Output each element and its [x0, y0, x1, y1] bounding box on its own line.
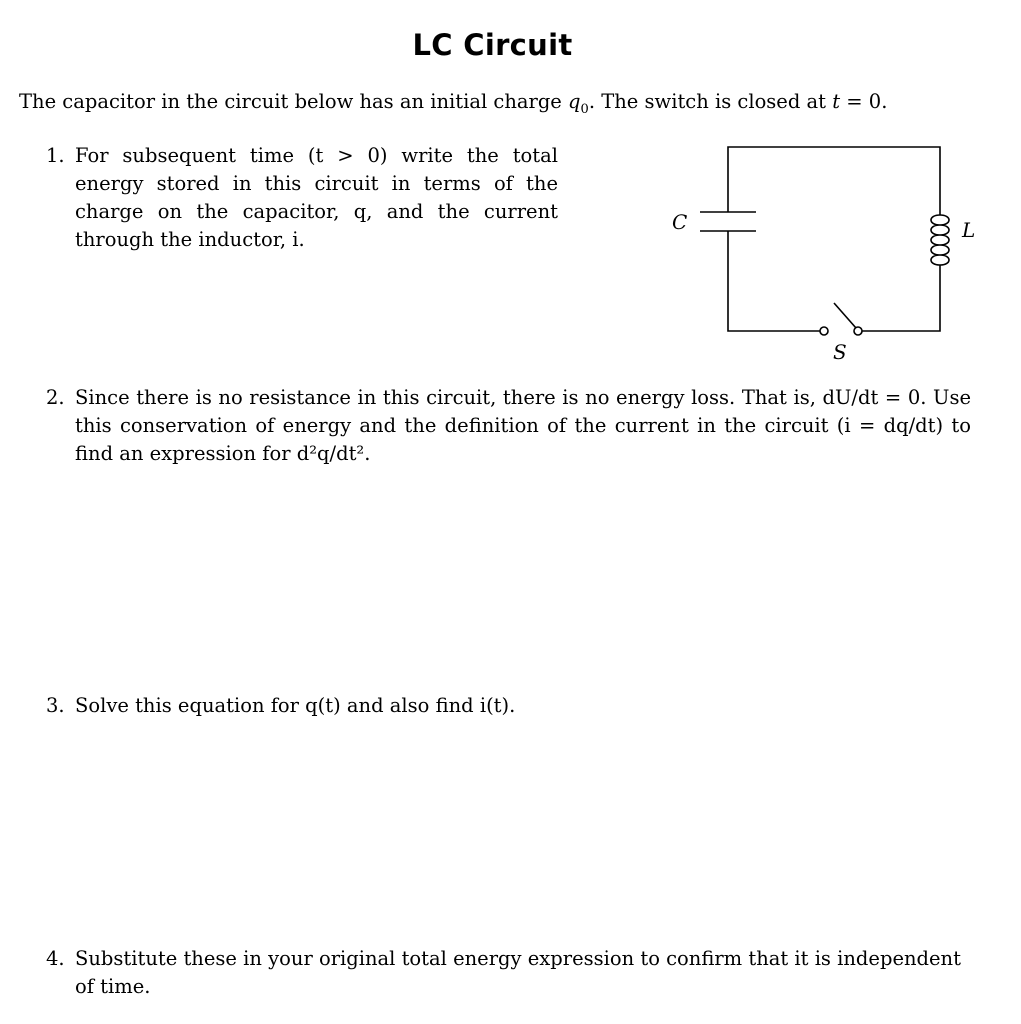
capacitor-label: C: [672, 210, 688, 234]
circuit-svg: [660, 135, 960, 375]
inductor-label: L: [962, 218, 976, 242]
lc-circuit-diagram: [660, 135, 976, 379]
switch-label: S: [833, 340, 847, 364]
question-text: Since there is no resistance in this circuit, there is no energy loss. That is, dU/dt = 0. Use this conservation of energy and the definition of the current in the circuit (i = dq/dt) to find an expression for d²q/dt².: [75, 386, 971, 465]
question-number: 3.: [46, 694, 65, 717]
inductor-coil: [931, 215, 949, 265]
question-3: [46, 692, 971, 720]
page-title: LC Circuit: [412, 28, 573, 62]
intro-text-end: = 0.: [840, 90, 888, 113]
top-wire: [728, 147, 940, 215]
question-4: [46, 945, 971, 1001]
question-1: [46, 142, 558, 254]
switch-contact-left: [820, 327, 828, 335]
time-symbol: t: [832, 90, 841, 113]
intro-paragraph: [19, 88, 999, 116]
intro-text-start: The capacitor in the circuit below has an initial charge: [19, 90, 569, 113]
question-text: For subsequent time (t > 0) write the total energy stored in this circuit in terms of the charge on the capacitor, q, and the current through the inductor, i.: [75, 144, 558, 251]
question-text: Solve this equation for q(t) and also find i(t).: [75, 694, 516, 717]
switch-arm: [834, 303, 856, 328]
question-number: 4.: [46, 947, 65, 970]
question-number: 2.: [46, 386, 65, 409]
question-number: 1.: [46, 144, 65, 167]
bottom-left-wire: [728, 231, 820, 331]
bottom-right-wire: [862, 265, 940, 331]
question-2: [46, 384, 971, 468]
intro-text-middle: . The switch is closed at: [588, 90, 833, 113]
charge-subscript: 0: [580, 101, 589, 117]
charge-symbol: q: [568, 90, 581, 113]
question-text: Substitute these in your original total energy expression to confirm that it is independent of time.: [75, 947, 961, 998]
